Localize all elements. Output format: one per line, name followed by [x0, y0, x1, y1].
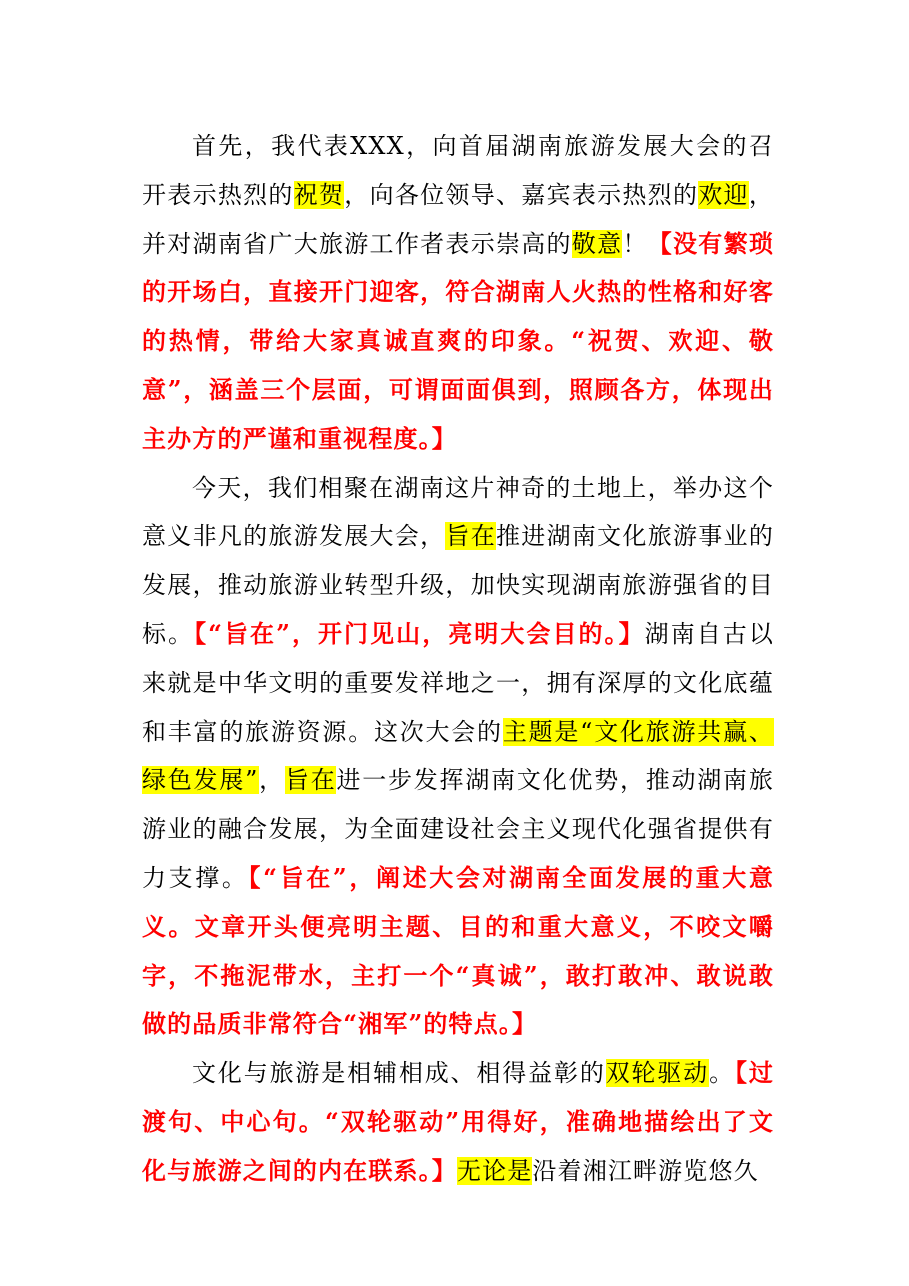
highlighted-text: 欢迎 [698, 180, 749, 209]
body-text: 文化与旅游是相辅相成、相得益彰的 [192, 1059, 606, 1088]
commentary-note: 【没有繁琐的开场白，直接开门迎客，符合湖南人火热的性格和好客的热情，带给大家真诚直爽的印象。“祝贺、欢迎、敬意”，涵盖三个层面，可谓面面俱到，照顾各方，体现出主办方的严谨和重视程度。】 [142, 228, 775, 453]
body-text: ！ [622, 229, 648, 258]
body-text: 进一步发挥湖南文化优势，推动湖南旅游业的融合发展，为全面建设社会主义现代化强省提供有力支撑。 [142, 766, 774, 892]
body-text: 推进湖南文化旅游事业的发展，推动旅游业转型升级，加快实现湖南旅游强省的目标。 [142, 522, 774, 648]
highlighted-text: 主题是“文化旅游共赢、绿色发展” [142, 717, 774, 795]
document-body [142, 122, 774, 1196]
paragraph-culture-tourism [142, 1049, 774, 1195]
commentary-note: 【过渡句、中心句。“双轮驱动”用得好，准确地描绘出了文化与旅游之间的内在联系。】 [142, 1058, 774, 1185]
highlighted-text: 祝贺 [293, 180, 345, 209]
commentary-note: 【“旨在”，阐述大会对湖南全面发展的重大意义。文章开头便亮明主题、目的和重大意义，不咬文嚼字，不拖泥带水，主打一个“真诚”，敢打敢冲、敢说敢做的品质非常符合“湘军”的特点。】 [142, 862, 774, 1039]
highlighted-text: 双轮驱动 [605, 1059, 710, 1088]
highlighted-text: 敬意 [571, 229, 623, 258]
paragraph-purpose [142, 464, 774, 1050]
highlighted-text: 旨在 [445, 522, 496, 551]
body-text: 首先，我代表XXX，向首届湖南旅游发展大会的召开表示热烈的 [142, 132, 774, 209]
body-text: 今天，我们相聚在湖南这片神奇的土地上，举办这个意义非凡的旅游发展大会， [142, 473, 774, 551]
body-text: 湖南自古以来就是中华文明的重要发祥地之一，拥有深厚的文化底蕴和丰富的旅游资源。这次大会的 [142, 619, 775, 746]
body-text: ，向各位领导、嘉宾表示热烈的 [344, 180, 699, 209]
body-text: ，并对湖南省广大旅游工作者表示崇高的 [142, 180, 774, 258]
highlighted-text: 无论是 [456, 1156, 533, 1185]
body-text: 。 [709, 1059, 735, 1088]
body-text: 沿着湘江畔游览悠久 [532, 1156, 759, 1185]
paragraph-opening [142, 122, 774, 464]
body-text: ， [258, 766, 285, 795]
commentary-note: 【“旨在”，开门见山，亮明大会目的。】 [194, 618, 645, 648]
highlighted-text: 旨在 [284, 766, 337, 795]
